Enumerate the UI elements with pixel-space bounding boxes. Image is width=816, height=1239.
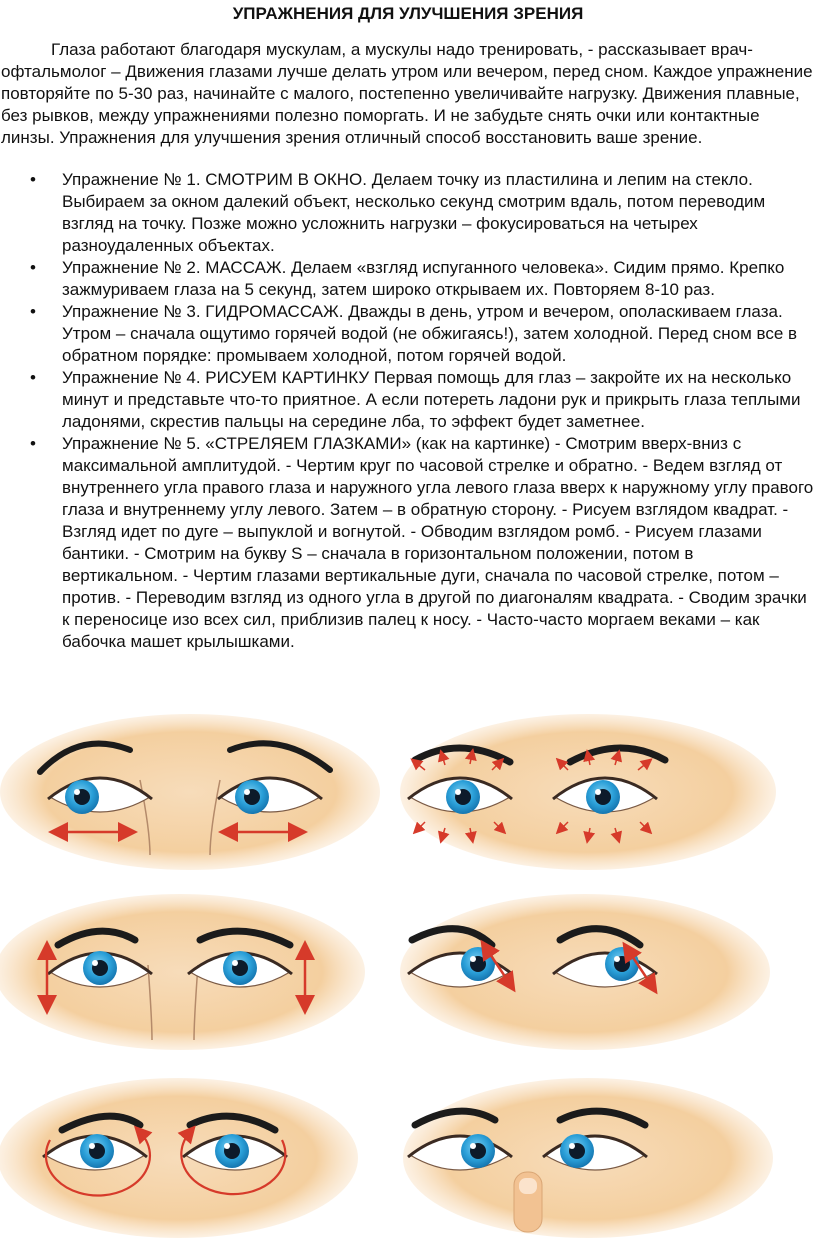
eyes-circle-icon bbox=[0, 1078, 358, 1238]
eye-exercises-illustration bbox=[0, 700, 816, 1239]
list-item: • Упражнение № 5. «СТРЕЛЯЕМ ГЛАЗКАМИ» (как на картинке) - Смотрим вверх-вниз с максимальной амплитудой. - Чертим круг по часовой стрелке и обратно. - Ведем взгляд от внутреннего угла правого глаза и наружного угла левого глаза вверх к наружному углу правого глаза и внутреннему углу левого. Затем – в обратную сторону. - Рисуем взглядом квадрат. - Взгляд идет по дуге – выпуклой и вогнутой. - Обводим взглядом ромб. - Рисуем глазами бантики. - Смотрим на букву S – сначала в горизонтальном положении, потом в вертикальном. - Чертим глазами вертикальные дуги, сначала по часовой стрелке, потом – против. - Переводим взгляд из одного угла в другой по диагоналям квадрата. - Сводим зрачки к переносице изо всех сил, приблизив палец к носу. - Часто-часто моргаем веками – как бабочка машет крылышками. bbox=[0, 433, 814, 653]
page-title: УПРАЖНЕНИЯ ДЛЯ УЛУЧШЕНИЯ ЗРЕНИЯ bbox=[232, 4, 584, 23]
list-item: • Упражнение № 4. РИСУЕМ КАРТИНКУ Первая помощь для глаз – закройте их на несколько минут и представьте что-то приятное. А если потереть ладони рук и прикрыть глаза теплыми ладонями, скрестив пальцы на середине лба, то эффект будет заметнее. bbox=[0, 367, 814, 433]
eyes-diagonal-icon bbox=[400, 894, 770, 1050]
eyes-massage-arrows-icon bbox=[400, 714, 776, 870]
exercise-list bbox=[0, 169, 814, 653]
list-item: • Упражнение № 2. МАССАЖ. Делаем «взгляд испуганного человека». Сидим прямо. Крепко зажмуриваем глаза на 5 секунд, затем широко открываем их. Повторяем 8-10 раз. bbox=[0, 257, 814, 301]
eyes-up-down-icon bbox=[0, 894, 365, 1050]
eyes-to-nose-icon bbox=[403, 1078, 773, 1238]
list-item: • Упражнение № 3. ГИДРОМАССАЖ. Дважды в день, утром и вечером, ополаскиваем глаза. Утром – сначала ощутимо горячей водой (не обжигаясь!), затем холодной. Перед сном все в обратном порядке: промываем холодной, потом горячей водой. bbox=[0, 301, 814, 367]
list-item: • Упражнение № 1. СМОТРИМ В ОКНО. Делаем точку из пластилина и лепим на стекло. Выбираем за окном далекий объект, несколько секунд смотрим вдаль, потом переводим взгляд на точку. Позже можно усложнить нагрузки – фокусироваться на четырех разноудаленных объектах. bbox=[0, 169, 814, 257]
eyes-look-sideways-icon bbox=[0, 714, 380, 870]
intro-paragraph: Глаза работают благодаря мускулам, а мускулы надо тренировать, - рассказывает врач-офтальмолог – Движения глазами лучше делать утром или вечером, перед сном. Каждое упражнение повторяйте по 5-30 раз, начинайте с малого, постепенно увеличивайте нагрузку. Движения плавные, без рывков, между упражнениями полезно поморгать. И не забудьте снять очки или контактные линзы. Упражнения для улучшения зрения отличный способ восстановить ваше зрение. bbox=[1, 40, 813, 147]
